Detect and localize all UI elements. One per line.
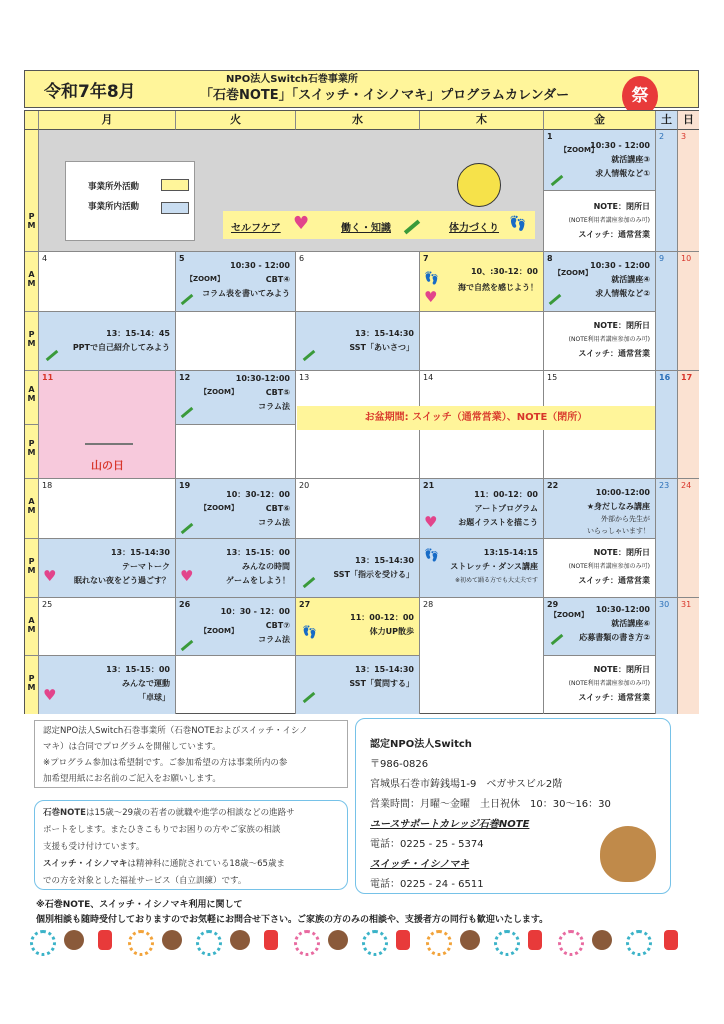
cell-day-3 [678, 130, 699, 252]
day-number: 28 [423, 600, 434, 609]
day-number: 13 [299, 373, 310, 382]
holiday-label: 山の日 [91, 459, 124, 472]
cell-day-5-pm [176, 312, 296, 371]
cell-day-7-pm [420, 312, 544, 371]
taiko-icon [230, 930, 250, 950]
cell-day-16 [656, 371, 678, 479]
event-title: PPTで自己紹介してみよう [72, 343, 170, 352]
mascot-icon [457, 163, 501, 207]
lantern-icon [264, 930, 278, 950]
switch-open: スイッチ：通常営業 [578, 230, 650, 239]
zoom-label: 【ZOOM】 [560, 146, 598, 154]
work-label: 働く・知識 [341, 223, 391, 234]
event-time: 10:00-12:00 [595, 488, 650, 497]
cell-day-25-am [39, 598, 176, 656]
row-label-text: M [27, 448, 36, 457]
cell-day-19-pm [176, 539, 296, 598]
zoom-label: 【ZOOM】 [550, 611, 588, 619]
taiko-icon [162, 930, 182, 950]
contact-switch-tel[interactable]: 電話：0225 - 24 - 6511 [370, 879, 484, 890]
row-label-text: A [28, 497, 35, 506]
lantern-icon [396, 930, 410, 950]
note-sub: (NOTE利用者講座参加のみ可) [568, 217, 650, 224]
row-label-text: P [28, 212, 35, 221]
firework-icon [128, 930, 154, 956]
day-number: 24 [681, 481, 692, 490]
note-closed: NOTE：閉所日 [593, 202, 650, 211]
day-number: 25 [42, 600, 53, 609]
switch-open: スイッチ：通常営業 [578, 349, 650, 358]
cell-day-20-am [296, 479, 420, 539]
day-number: 26 [179, 600, 191, 609]
event-title: みんなの時間 [242, 562, 290, 571]
event-subtitle: 眠れない夜をどう過ごす？ [74, 576, 170, 585]
weekday-mon: 月 [39, 111, 176, 130]
event-note: いらっしゃいます！ [587, 527, 650, 535]
day-number: 2 [659, 132, 665, 141]
firework-icon [494, 930, 520, 956]
pencil-icon [181, 640, 194, 651]
category-banner [223, 211, 535, 239]
event-title: SST「あいさつ」 [349, 343, 414, 352]
day-number: 30 [659, 600, 670, 609]
calendar-title: 「石巻NOTE」「スイッチ・イシノマキ」プログラムカレンダー [200, 88, 570, 103]
legend-inside-swatch [161, 202, 189, 214]
lantern-icon [528, 930, 542, 950]
row-label-pm [25, 539, 39, 598]
obon-banner: お盆期間: スイッチ（通常営業）、NOTE（閉所） [297, 406, 655, 430]
hiker-icon [85, 383, 133, 445]
cell-fri-29-pm [544, 656, 656, 714]
row-label-text: P [28, 674, 35, 683]
info-line: マキ）は合同でプログラムを開催しています。 [43, 742, 221, 752]
contact-note-label: ユースサポートカレッジ石巻NOTE [370, 819, 530, 830]
zoom-label: 【ZOOM】 [554, 269, 592, 277]
footprint-icon: 👣 [302, 625, 317, 639]
row-label-text: M [27, 221, 36, 230]
firework-icon [426, 930, 452, 956]
contact-note-tel[interactable]: 電話：0225 - 25 - 5374 [370, 839, 484, 850]
event-note: 外部から先生が [601, 515, 650, 523]
zoom-label: 【ZOOM】 [200, 504, 238, 512]
firework-icon [362, 930, 388, 956]
row-label-text: M [27, 506, 36, 515]
month-title: 令和7年8月 [44, 82, 136, 102]
info-line: 認定NPO法人Switch石巻事業所（石巻NOTEおよびスイッチ・イシノ [43, 726, 308, 736]
event-title: 就活講座④ [611, 275, 650, 284]
pencil-icon [551, 175, 564, 186]
footer-line: 個別相談も随時受付しておりますのでお気軽にお問合せ下さい。ご家族の方のみの相談や、支援者方の同行も歓迎いたします。 [36, 915, 549, 925]
cell-day-21-am [420, 479, 544, 539]
day-number: 14 [423, 373, 434, 382]
calendar-grid [24, 110, 699, 714]
cell-day-26-am [176, 598, 296, 656]
switch-name: スイッチ・イシノマキ [43, 859, 128, 869]
contact-hours: 営業時間：月曜～金曜 土日祝休 10：30～16：30 [370, 799, 611, 810]
cell-day-1-am [544, 130, 656, 191]
row-label-text: M [27, 394, 36, 403]
event-time: 10:30 - 12:00 [230, 261, 290, 270]
note-closed: NOTE：閉所日 [593, 321, 650, 330]
day-number: 27 [299, 600, 311, 609]
event-title: CBT⑦ [265, 621, 290, 630]
row-label-am [25, 598, 39, 656]
contact-org: 認定NPO法人Switch [370, 739, 472, 750]
row-label-text: M [27, 339, 36, 348]
note-sub: (NOTE利用者講座参加のみ可) [568, 680, 650, 687]
cell-day-17 [678, 371, 699, 479]
switch-open: スイッチ：通常営業 [578, 576, 650, 585]
event-time: 13：15-14:30 [110, 548, 170, 557]
cell-day-10 [678, 252, 699, 371]
day-number: 22 [547, 481, 559, 490]
cell-day-29-am [544, 598, 656, 656]
heart-icon: ♥ [293, 213, 310, 234]
event-time: 11：00-12：00 [474, 490, 538, 499]
day-number: 20 [299, 481, 310, 490]
event-time: 13：15-14：45 [106, 329, 170, 338]
beaver-mascot-icon [600, 826, 656, 882]
event-title: 就活講座③ [611, 155, 650, 164]
pencil-icon [404, 220, 420, 235]
row-label-text: A [28, 616, 35, 625]
cell-day-27-pm [296, 656, 420, 714]
row-label-pm [25, 312, 39, 371]
switch-open: スイッチ：通常営業 [578, 693, 650, 702]
cell-day-4-pm [39, 312, 176, 371]
cell-day-20-pm [296, 539, 420, 598]
event-title: アートプログラム [474, 504, 538, 513]
firework-icon [294, 930, 320, 956]
event-title: SST「質問する」 [349, 679, 414, 688]
pencil-icon [181, 294, 194, 305]
note-sub: (NOTE利用者講座参加のみ可) [568, 563, 650, 570]
event-subtitle: お題イラストを描こう [458, 518, 538, 527]
row-label-pm [25, 656, 39, 714]
note-closed: NOTE：閉所日 [593, 548, 650, 557]
day-number: 16 [659, 373, 671, 382]
info-box-program [34, 720, 348, 788]
event-subtitle: ゲームをしよう！ [226, 576, 290, 585]
row-label-text: P [28, 557, 35, 566]
fitness-label: 体力づくり [449, 223, 499, 234]
heart-icon: ♥ [180, 567, 194, 585]
event-subtitle: ※初めて踊る方でも大丈夫です [454, 577, 538, 584]
footer-line: ※石巻NOTE、スイッチ・イシノマキ利用に関して [36, 900, 243, 910]
cell-day-22-am [544, 479, 656, 539]
cell-day-24 [678, 479, 699, 598]
cell-day-12-pm [176, 425, 296, 479]
cell-fri-22-pm [544, 539, 656, 598]
cell-day-31 [678, 598, 699, 714]
event-subtitle: 「卓球」 [138, 693, 170, 702]
zoom-label: 【ZOOM】 [200, 388, 238, 396]
note-sub: (NOTE利用者講座参加のみ可) [568, 336, 650, 343]
info-line: 支援も受け付けています。 [43, 842, 145, 852]
cell-fri-8-pm [544, 312, 656, 371]
taiko-icon [64, 930, 84, 950]
day-number: 9 [659, 254, 665, 263]
event-title: みんなで運動 [122, 679, 170, 688]
pencil-icon [549, 294, 562, 305]
info-line: ※プログラム参加は希望制です。ご参加希望の方は事業所内の参 [43, 758, 288, 768]
event-title: SST「指示を受ける」 [333, 570, 414, 579]
cell-day-18-am [39, 479, 176, 539]
info-line: は精神科に通院されている18歳～65歳ま [127, 859, 285, 869]
row-label-am [25, 371, 39, 425]
cell-day-11 [39, 371, 176, 479]
taiko-icon [328, 930, 348, 950]
legend-inside-label: 事業所内活動 [88, 202, 140, 212]
event-title: CBT⑤ [265, 388, 290, 397]
day-number: 29 [547, 600, 559, 609]
cell-day-21-pm [420, 539, 544, 598]
event-time: 10:30-12:00 [235, 374, 290, 383]
row-label-text: M [27, 566, 36, 575]
weekday-thu: 木 [420, 111, 544, 130]
cell-day-5-am [176, 252, 296, 312]
weekday-tue: 火 [176, 111, 296, 130]
event-subtitle: コラム法 [258, 518, 290, 527]
event-time: 13：15-14:30 [354, 665, 414, 674]
row-label-text: M [27, 279, 36, 288]
heart-icon: ♥ [43, 686, 57, 704]
cell-day-9 [656, 252, 678, 371]
firework-icon [558, 930, 584, 956]
info-line: での方を対象とした福祉サービス（自立訓練）です。 [43, 876, 247, 886]
pencil-icon [181, 407, 194, 418]
row-label-text: A [28, 270, 35, 279]
event-time: 10：30-12：00 [226, 490, 290, 499]
event-time: 10：30 - 12：00 [220, 607, 290, 616]
legend-outside-label: 事業所外活動 [88, 182, 140, 192]
cell-day-6-pm [296, 312, 420, 371]
event-time: 13：15-15：00 [226, 548, 290, 557]
day-number: 12 [179, 373, 191, 382]
cell-day-26-pm [176, 656, 296, 714]
pencil-icon [551, 634, 564, 645]
cell-day-8-am [544, 252, 656, 312]
day-number: 7 [423, 254, 429, 263]
day-number: 11 [42, 373, 54, 382]
event-title: ★身だしなみ講座 [586, 502, 650, 511]
info-line: 加希望用紙にお名前のご記入をお願いします。 [43, 774, 221, 784]
pencil-icon [303, 350, 316, 361]
zoom-label: 【ZOOM】 [200, 627, 238, 635]
event-time: 13：15-14:30 [354, 329, 414, 338]
event-time: 10:30 - 12:00 [590, 141, 650, 150]
event-time: 13：15-14:30 [354, 556, 414, 565]
day-number: 10 [681, 254, 692, 263]
heart-icon: ♥ [424, 513, 438, 531]
contact-switch-label: スイッチ・イシノマキ [370, 859, 470, 870]
festival-label: 祭 [631, 86, 649, 106]
row-label-text: M [27, 625, 36, 634]
event-title: テーマトーク [122, 562, 170, 571]
cell-day-25-pm [39, 656, 176, 714]
event-subtitle: コラム表を書いてみよう [202, 289, 290, 298]
cell-day-28 [420, 598, 544, 714]
info-box-services [34, 800, 348, 890]
pencil-icon [303, 577, 316, 588]
event-time: 10、:30-12：00 [470, 267, 538, 276]
event-subtitle: 求人情報など① [595, 169, 650, 178]
cell-day-2 [656, 130, 678, 252]
weekday-sun: 日 [678, 111, 699, 130]
pencil-icon [303, 692, 316, 703]
footer-note [36, 898, 696, 928]
cell-day-18-pm [39, 539, 176, 598]
row-label-text: P [28, 330, 35, 339]
info-line: ポートをします。またひきこもりでお困りの方やご家族の相談 [43, 825, 281, 835]
day-number: 23 [659, 481, 670, 490]
day-number: 6 [299, 254, 305, 263]
taiko-icon [592, 930, 612, 950]
day-number: 19 [179, 481, 191, 490]
cell-day-4-am [39, 252, 176, 312]
event-title: CBT④ [265, 275, 290, 284]
footprint-icon: 👣 [424, 548, 439, 562]
row-label-text: P [28, 439, 35, 448]
cell-day-7-am [420, 252, 544, 312]
pencil-icon [46, 350, 59, 361]
zoom-label: 【ZOOM】 [186, 275, 224, 283]
cell-day-27-am [296, 598, 420, 656]
lantern-icon [664, 930, 678, 950]
corner-cell [25, 111, 39, 130]
firework-icon [626, 930, 652, 956]
contact-address: 宮城県石巻市鋳銭場1-9 ベガサスビル2階 [370, 779, 563, 790]
weekday-fri: 金 [544, 111, 656, 130]
firework-icon [196, 930, 222, 956]
cell-fri-1-pm [544, 191, 656, 252]
contact-zip: 〒986-0826 [370, 759, 429, 770]
day-number: 15 [547, 373, 558, 382]
cell-day-30 [656, 598, 678, 714]
row-label-pm [25, 130, 39, 252]
event-subtitle: コラム法 [258, 402, 290, 411]
event-title: ストレッチ・ダンス講座 [450, 562, 538, 571]
cell-day-19-am [176, 479, 296, 539]
event-title: 体力UP散歩 [369, 627, 414, 636]
event-subtitle: 求人情報など② [595, 289, 650, 298]
row-label-am [25, 479, 39, 539]
day-number: 5 [179, 254, 185, 263]
day-number: 31 [681, 600, 692, 609]
footprint-icon: 👣 [424, 271, 439, 285]
event-title: 就活講座⑥ [611, 619, 650, 628]
day-number: 17 [681, 373, 693, 382]
org-name: NPO法人Switch石巻事業所 [226, 74, 358, 85]
event-subtitle: 応募書類の書き方② [579, 633, 650, 642]
event-title: 海で自然を感じよう！ [458, 283, 538, 292]
event-time: 10:30 - 12:00 [590, 261, 650, 270]
lantern-icon [98, 930, 112, 950]
selfcare-label: セルフケア [231, 223, 281, 234]
cell-day-23 [656, 479, 678, 598]
legend-outside-swatch [161, 179, 189, 191]
cell-day-12-am [176, 371, 296, 425]
taiko-icon [460, 930, 480, 950]
heart-icon: ♥ [424, 288, 438, 306]
firework-icon [30, 930, 56, 956]
row-label-pm [25, 425, 39, 479]
weekday-wed: 水 [296, 111, 420, 130]
note-closed: NOTE：閉所日 [593, 665, 650, 674]
day-number: 8 [547, 254, 553, 263]
event-time: 10:30-12:00 [595, 605, 650, 614]
info-line: は15歳～29歳の若者の就職や進学の相談などの進路サ [85, 808, 295, 818]
day-number: 4 [42, 254, 48, 263]
row-label-am [25, 252, 39, 312]
day-number: 21 [423, 481, 435, 490]
heart-icon: ♥ [43, 567, 57, 585]
note-name: 石巻NOTE [43, 808, 86, 818]
day-number: 18 [42, 481, 53, 490]
footprint-icon: 👣 [509, 216, 527, 232]
event-time: 13:15-14:15 [483, 548, 538, 557]
event-time: 11：00-12：00 [350, 613, 414, 622]
event-title: CBT⑥ [265, 504, 290, 513]
weekday-sat: 土 [656, 111, 678, 130]
row-label-text: M [27, 683, 36, 692]
day-number: 1 [547, 132, 553, 141]
cell-day-6-am [296, 252, 420, 312]
day-number: 3 [681, 132, 687, 141]
pencil-icon [181, 523, 194, 534]
row-label-text: A [28, 385, 35, 394]
legend-box [65, 161, 195, 241]
event-subtitle: コラム法 [258, 635, 290, 644]
event-time: 13：15-15：00 [106, 665, 170, 674]
